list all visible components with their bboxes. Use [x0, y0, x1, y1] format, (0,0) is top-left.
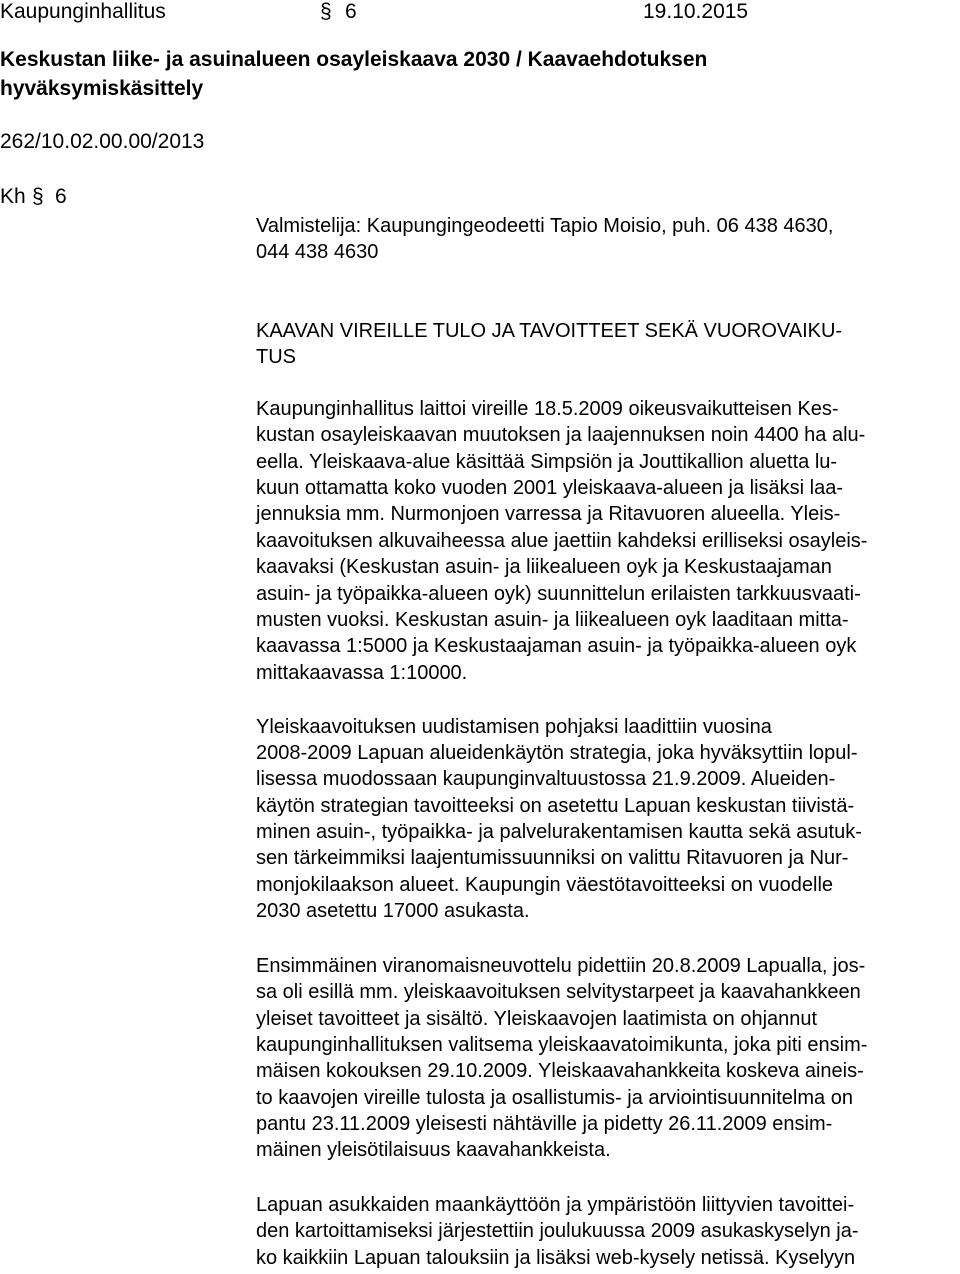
paragraph-line: musten vuoksi. Keskustan asuin- ja liikealueen oyk laaditaan mitta- [256, 609, 849, 631]
paragraph-line: kaavassa 1:5000 ja Keskustaajaman asuin- ja työpaikka-alueen oyk [256, 635, 857, 657]
paragraph-line: kaavoituksen alkuvaiheessa alue jaettiin kahdeksi erilliseksi osayleis- [256, 530, 868, 552]
section-heading-line-1: KAAVAN VIREILLE TULO JA TAVOITTEET SEKÄ VUOROVAIKU- [256, 320, 843, 342]
paragraph-line: mittakaavassa 1:10000. [256, 662, 468, 684]
paragraph-line: yleiset tavoitteet ja sisältö. Yleiskaavojen laatimista on ohjannut [256, 1008, 818, 1030]
paragraph-line: eella. Yleiskaava-alue käsittää Simpsiön ja Jouttikallion aluetta lu- [256, 451, 838, 473]
paragraph-line: käytön strategian tavoitteeksi on asetettu Lapuan keskustan tiivistä- [256, 795, 855, 817]
header-page-number: 6 [345, 0, 357, 23]
paragraph-line: 2030 asetettu 17000 asukasta. [256, 900, 530, 922]
paragraph-line: Yleiskaavoituksen uudistamisen pohjaksi laadittiin vuosina [256, 716, 772, 738]
paragraph-line: ko kaikkiin Lapuan talouksiin ja lisäksi web-kysely netissä. Kyselyyn [256, 1247, 856, 1269]
paragraph-line: monjokilaakson alueet. Kaupungin väestötavoitteeksi on vuodelle [256, 874, 834, 896]
document-title-line-2: hyväksymiskäsittely [0, 77, 204, 100]
paragraph-line: kustan osayleiskaavan muutoksen ja laajennuksen noin 4400 ha alu- [256, 424, 866, 446]
paragraph-line: Lapuan asukkaiden maankäyttöön ja ympäristöön liittyvien tavoittei- [256, 1194, 855, 1216]
paragraph-line: pantu 23.11.2009 yleisesti nähtäville ja pidetty 26.11.2009 ensim- [256, 1113, 833, 1135]
paragraph-line: Kaupunginhallitus laittoi vireille 18.5.2009 oikeusvaikutteisen Kes- [256, 398, 839, 420]
preparer-line-1: Valmistelija: Kaupungingeodeetti Tapio Moisio, puh. 06 438 4630, [256, 215, 834, 237]
section-heading-line-2: TUS [256, 346, 296, 368]
paragraph-line: jennuksia mm. Nurmonjoen varressa ja Ritavuoren alueella. Yleis- [256, 503, 841, 525]
preparer-line-2: 044 438 4630 [256, 241, 379, 263]
paragraph-line: kuun ottamatta koko vuoden 2001 yleiskaava-alueen ja lisäksi laa- [256, 477, 844, 499]
diary-number: 262/10.02.00.00/2013 [0, 130, 205, 153]
paragraph-line: sen tärkeimmiksi laajentumissuunniksi on valittu Ritavuoren ja Nur- [256, 847, 849, 869]
paragraph-line: asuin- ja työpaikka-alueen oyk) suunnittelun erilaisten tarkkuusvaati- [256, 583, 861, 605]
paragraph-line: minen asuin-, työpaikka- ja palvelurakentamisen kautta sekä asutuk- [256, 821, 862, 843]
paragraph-line: den kartoittamiseksi järjestettiin joulukuussa 2009 asukaskyselyn ja- [256, 1220, 859, 1242]
section-sign-icon-kh: § [32, 185, 44, 208]
kh-number: 6 [55, 185, 67, 208]
section-sign-icon: § [320, 0, 332, 23]
paragraph-line: Ensimmäinen viranomaisneuvottelu pidettiin 20.8.2009 Lapualla, jos- [256, 955, 866, 977]
paragraph-line: to kaavojen vireille tulosta ja osallistumis- ja arviointisuunnitelma on [256, 1087, 853, 1109]
header-date: 19.10.2015 [643, 0, 749, 23]
paragraph-line: lisessa muodossaan kaupunginvaltuustossa 21.9.2009. Alueiden- [256, 768, 836, 790]
paragraph-line: 2008-2009 Lapuan alueidenkäytön strategia, joka hyväksyttiin lopul- [256, 742, 858, 764]
header-body-name: Kaupunginhallitus [0, 0, 166, 23]
paragraph-line: mäinen yleisötilaisuus kaavahankkeista. [256, 1139, 611, 1161]
paragraph-line: sa oli esillä mm. yleiskaavoituksen selvitystarpeet ja kaavahankkeen [256, 981, 861, 1003]
paragraph-line: kaavaksi (Keskustan asuin- ja liikealueen oyk ja Keskustaajaman [256, 556, 832, 578]
paragraph-line: kaupunginhallituksen valitsema yleiskaavatoimikunta, joka piti ensim- [256, 1034, 868, 1056]
kh-label: Kh [0, 185, 26, 208]
paragraph-line: mäisen kokouksen 29.10.2009. Yleiskaavahankkeita koskeva aineis- [256, 1060, 864, 1082]
document-title-line-1: Keskustan liike- ja asuinalueen osayleiskaava 2030 / Kaavaehdotuksen [0, 48, 708, 71]
